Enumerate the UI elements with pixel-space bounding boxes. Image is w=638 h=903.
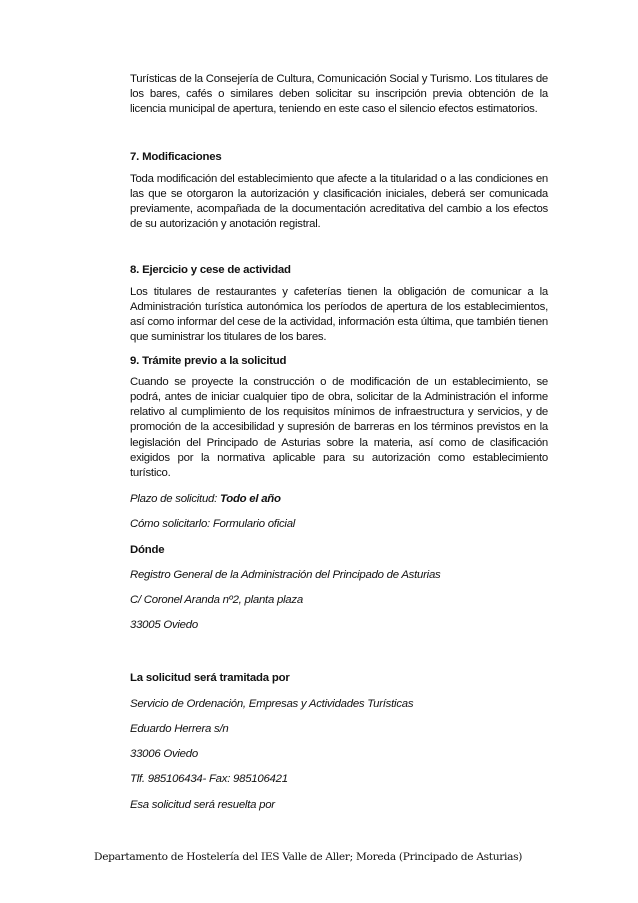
section-8-body: Los titulares de restaurantes y cafeterías tienen la obligación de comunicar a la Administración turística autonómica los períodos de apertura de los establecimientos, así como informar del cese de la actividad, información esta última, que también tienen que suministrar los titulares de los bares. [130,285,548,344]
tramitada-line: Servicio de Ordenación, Empresas y Actividades Turísticas [130,697,414,710]
intro-paragraph: Turísticas de la Consejería de Cultura, Comunicación Social y Turismo. Los titulares de los bares, cafés o similares deben solicitar su inscripción previa obtención de la licencia municipal de apertura, teniendo en este caso el silencio efectos estimatorios. [130,73,548,116]
page-footer: Departamento de Hostelería del IES Valle de Aller; Moreda (Principado de Asturias) [94,851,523,863]
donde-line: Registro General de la Administración del Principado de Asturias [130,568,441,581]
tramitada-line: Eduardo Herrera s/n [130,722,229,735]
section-9-body: Cuando se proyecte la construcción o de modificación de un establecimiento, se podrá, antes de iniciar cualquier tipo de obra, solicitar de la Administración el informe relativo al cumplimiento de los requisitos mínimos de infraestructura y servicios, y de promoción de la accesibilidad y supresión de barreras en los términos previstos en la legislación del Principado de Asturias sobre la materia, así como de clasificación exigidos por la normativa aplicable para su autorización como establecimiento turístico. [130,375,548,480]
section-7-body: Toda modificación del establecimiento que afecte a la titularidad o a las condiciones en las que se otorgaron la autorización y clasificación iniciales, deberá ser comunicada previamente, acompañada de la documentación acreditativa del cambio a los efectos de su autorización y anotación registral. [130,172,548,231]
tramitada-line: 33006 Oviedo [130,748,198,761]
section-9-heading: 9. Trámite previo a la solicitud [130,354,287,367]
tramitada-heading: La solicitud será tramitada por [130,672,290,685]
donde-line: C/ Coronel Aranda nº2, planta plaza [130,594,303,607]
como-line: Cómo solicitarlo: Formulario oficial [130,518,296,531]
donde-line: 33005 Oviedo [130,619,198,632]
page-content [130,72,548,813]
plazo-line [130,492,548,507]
section-8-heading: 8. Ejercicio y cese de actividad [130,263,291,276]
section-7-heading: 7. Modificaciones [130,150,222,163]
tramitada-line: Esa solicitud será resuelta por [130,798,275,811]
plazo-value: Todo el año [219,493,281,506]
donde-heading: Dónde [130,543,165,556]
plazo-label: Plazo de solicitud: [130,493,220,506]
tramitada-line: Tlf. 985106434- Fax: 985106421 [130,773,288,786]
